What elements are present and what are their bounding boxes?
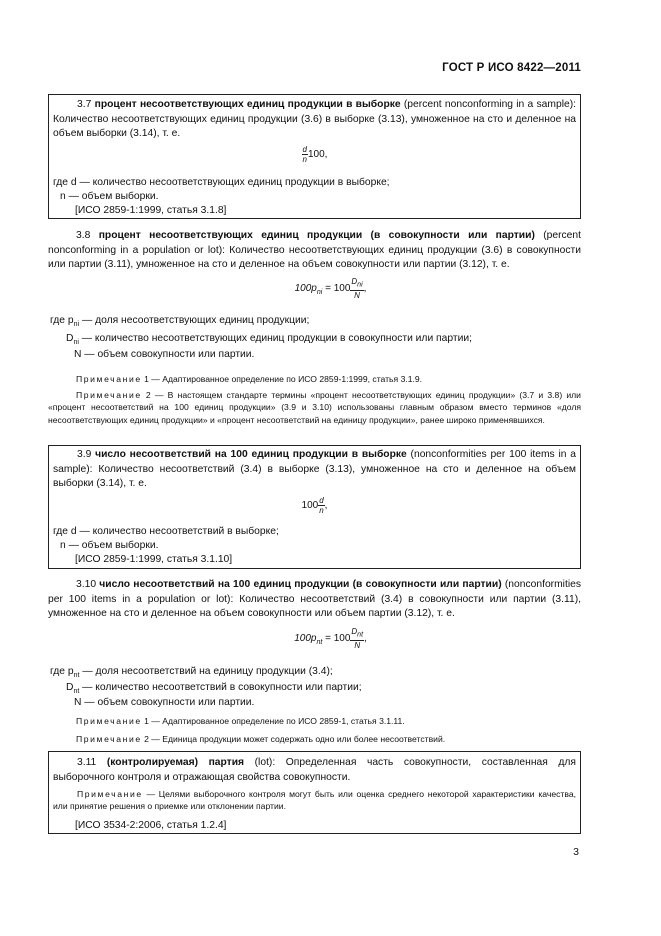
- definition-box-3-7: [48, 94, 581, 219]
- definition-3-8: 3.8 процент несоответствующих единиц продукции (в совокупности или партии) (percent nonconforming in a population or lot): Количество несоответствующих единиц продукции (3.6) в совокупности или партии (3.11), умноженное на сто и деленное на объем совокупности или партии (3.12), т. е.: [48, 230, 581, 271]
- page-number: 3: [573, 846, 579, 858]
- where-3-8-n: N — объем совокупности или партии.: [74, 349, 255, 360]
- where-3-7-n: n — объем выборки.: [60, 191, 159, 202]
- note-3-8-2: Примечание 2 — В настоящем стандарте термины «процент несоответствующих единиц продукции» (3.7 и 3.8) или «процент несоответствий на 100 единиц продукции» (3.9 и 3.10) использованы главным образом вместо терминов «доля несоответствующих единиц продукции» и «процент несоответствий на единицу продукции», ранее широко применявшихся.: [48, 390, 581, 425]
- definition-box-3-11: [48, 751, 581, 834]
- note-3-11: Примечание — Целями выборочного контроля могут быть или оценка среднего некоторой характеристики качества, или принятие решения о приемке или отклонении партии.: [53, 789, 576, 812]
- term-3-10: число несоответствий на 100 единиц продукции (в совокупности или партии): [99, 579, 502, 590]
- note-3-10-2: Примечание 2 — Единица продукции может содержать одно или более несоответствий.: [76, 734, 446, 744]
- source-3-7: [ИСО 2859-1:1999, статья 3.1.8]: [75, 205, 227, 216]
- document-header: ГОСТ Р ИСО 8422—2011: [442, 62, 581, 74]
- where-3-8-p: где $p_{ni}$ — доля несоответствующих единиц продукции;: [50, 315, 310, 329]
- where-3-9-n: n — объем выборки.: [60, 540, 159, 551]
- where-3-9-d: где d — количество несоответствий в выборке;: [53, 526, 279, 537]
- where-3-8-d: $D_{ni}$ — количество несоответствующих единиц продукции в совокупности или партии;: [66, 333, 472, 347]
- where-3-10-n: N — объем совокупности или партии.: [74, 697, 255, 708]
- formula-3-10: $100p_{nt} = 100$ $\frac{D_{nt}}{N}$ ,: [294, 627, 367, 650]
- formula-3-9: 100 $\frac{d}{n}$ ,: [301, 496, 328, 515]
- definition-3-11: 3.11 (контролируемая) партия (lot): Определенная часть совокупности, составленная для выборочного контроля и отражающая свойства совокупности.: [53, 757, 576, 783]
- where-3-7-d: где d — количество несоответствующих единиц продукции в выборке;: [53, 177, 390, 188]
- note-3-10-1: Примечание 1 — Адаптированное определение по ИСО 2859-1, статья 3.1.11.: [76, 716, 405, 726]
- formula-3-7: $\frac{d}{n}$ 100,: [302, 145, 328, 164]
- term-3-8: процент несоответствующих единиц продукции (в совокупности или партии): [98, 230, 535, 241]
- definition-3-9: 3.9 число несоответствий на 100 единиц продукции в выборке (nonconformities per 100 items in a sample): Количество несоответствий (3.4) в выборке (3.13), умноженное на сто и деленное на объем выборки (3.14), т. е.: [53, 449, 576, 490]
- note-3-8-1: Примечание 1 — Адаптированное определение по ИСО 2859-1:1999, статья 3.1.9.: [76, 374, 423, 384]
- definition-3-10: 3.10 число несоответствий на 100 единиц продукции (в совокупности или партии) (nonconformities per 100 items in a population or lot): Количество несоответствий (3.4) в совокупности или партии (3.11), умноженное на сто и деленное на объем совокупности или объем партии (3.12), т. е.: [48, 579, 581, 620]
- source-3-11: [ИСО 3534-2:2006, статья 1.2.4]: [75, 820, 227, 831]
- term-3-7: процент несоответствующих единиц продукции в выборке: [94, 99, 401, 110]
- term-3-11: (контролируемая) партия: [106, 757, 245, 768]
- where-3-10-d: $D_{nt}$ — количество несоответствий в совокупности или партии;: [66, 682, 362, 696]
- definition-box-3-9: [48, 445, 581, 569]
- formula-3-8: $100p_{ni} = 100$ $\frac{D_{ni}}{N}$ ,: [294, 277, 367, 300]
- where-3-10-p: где $p_{nt}$ — доля несоответствий на единицу продукции (3.4);: [50, 666, 333, 680]
- source-3-9: [ИСО 2859-1:1999, статья 3.1.10]: [75, 554, 233, 565]
- term-3-9: число несоответствий на 100 единиц продукции в выборке: [95, 449, 407, 460]
- definition-3-7: 3.7 процент несоответствующих единиц продукции в выборке (percent nonconforming in a sample): Количество несоответствующих единиц продукции (3.6) в выборке (3.13), умноженное на сто и деленное на объем выборки (3.14), т. е.: [53, 99, 576, 140]
